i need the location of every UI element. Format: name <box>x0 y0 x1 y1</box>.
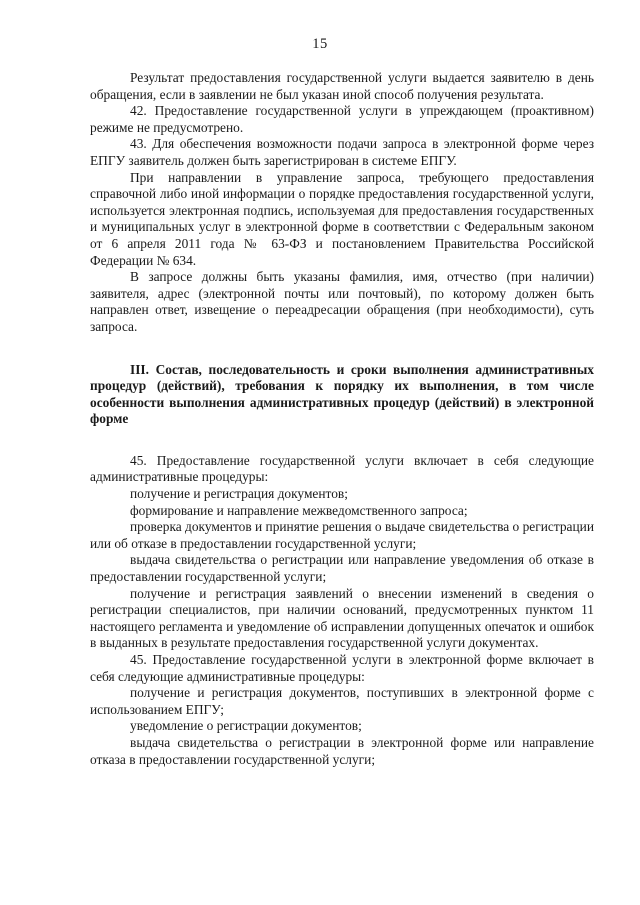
list-item-certificate-issue: выдача свидетельства о регистрации или направление уведомления об отказе в предоставлении государственной услуги; <box>90 552 594 585</box>
list-item-document-check: проверка документов и принятие решения о выдаче свидетельства о регистрации или об отказе в предоставлении государственной услуги; <box>90 519 594 551</box>
section-heading-iii: III. Состав, последовательность и сроки выполнения административных процедур (действий), требования к порядку их выполнения, в том числе особенности выполнения административных процедур (действий) в электронной форме <box>90 361 594 427</box>
list-item-interagency-request: формирование и направление межведомственного запроса; <box>130 502 468 518</box>
list-item-electronic-receipt: получение и регистрация документов, поступивших в электронной форме с использованием ЕПГУ; <box>90 685 594 717</box>
paragraph-43: 43. Для обеспечения возможности подачи запроса в электронной форме через ЕПГУ заявитель должен быть зарегистрирован в системе ЕПГУ. <box>90 136 594 168</box>
paragraph-request-requirements: В запросе должны быть указаны фамилия, имя, отчество (при наличии) заявителя, адрес (электронной почты или почтовый), по которому должен быть направлен ответ, извещение о переадресации обращения (при необходимости), суть запроса. <box>90 269 594 334</box>
paragraph-result: Результат предоставления государственной услуги выдается заявителю в день обращения, если в заявлении не был указан иной способ получения результата. <box>90 70 594 102</box>
list-item-changes-registration: получение и регистрация заявлений о внесении изменений в сведения о регистрации специалистов, при наличии оснований, предусмотренных пунктом 11 настоящего регламента и уведомление об исправлении допущенных опечаток и ошибок в выданных в результате предоставления государственной услуги документах. <box>90 585 594 651</box>
paragraph-45-procedures: 45. Предоставление государственной услуги включает в себя следующие административные процедуры: <box>90 452 594 485</box>
list-item-registration-notice: уведомление о регистрации документов; <box>130 718 362 734</box>
list-item-receipt-registration: получение и регистрация документов; <box>130 486 348 502</box>
paragraph-42: 42. Предоставление государственной услуги в упреждающем (проактивном) режиме не предусмотрено. <box>90 103 594 135</box>
list-item-electronic-certificate: выдача свидетельства о регистрации в электронной форме или направление отказа в предоставлении государственной услуги; <box>90 734 594 767</box>
paragraph-electronic-signature: При направлении в управление запроса, требующего предоставления справочной либо иной информации о порядке предоставления государственной услуги, используется электронная подпись, используемая для предоставления государственных и муниципальных услуг в электронной форме в соответствии с Федеральным законом от 6 апреля 2011 года № 63-ФЗ и постановлением Правительства Российской Федерации № 634. <box>90 169 594 268</box>
paragraph-45-electronic: 45. Предоставление государственной услуги в электронной форме включает в себя следующие административные процедуры: <box>90 652 594 684</box>
page-number: 15 <box>312 36 328 52</box>
document-body <box>90 70 594 768</box>
